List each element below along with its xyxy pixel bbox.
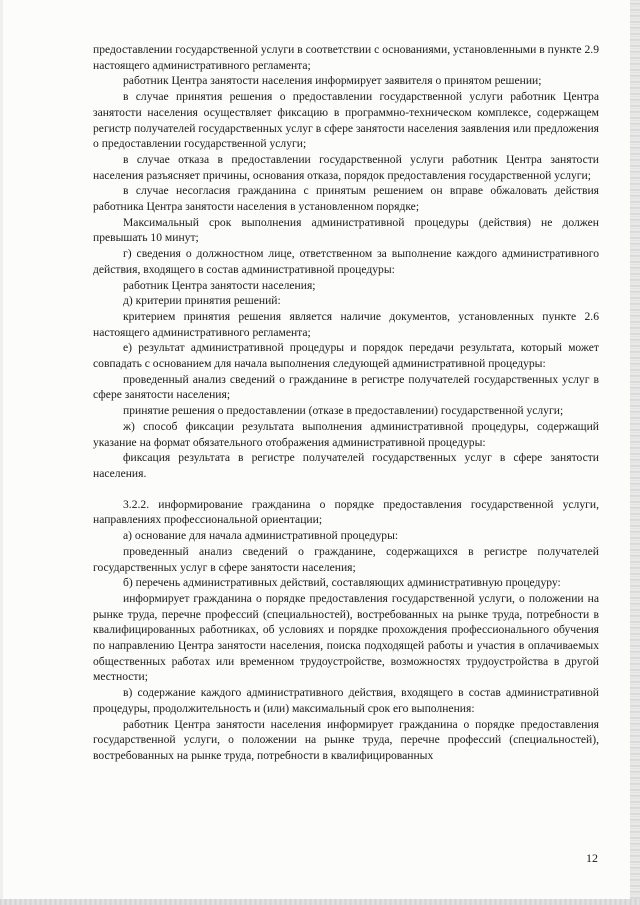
paragraph: в случае принятия решения о предоставлении государственной услуги работник Центра занятости населения осуществляет фиксацию в программно-техническом комплексе, содержащем регистр получателей государственных услуг в сфере занятости населения заявления или предложения о предоставлении государственной услуги;: [93, 90, 599, 151]
paragraph: предоставлении государственной услуги в соответствии с основаниями, установленными в пункте 2.9 настоящего административного регламента;: [93, 43, 599, 72]
paragraph: проведенный анализ сведений о гражданине в регистре получателей государственных услуг в сфере занятости населения;: [93, 372, 599, 402]
paragraph: принятие решения о предоставлении (отказе в предоставлении) государственной услуги;: [123, 404, 564, 418]
scan-edge-left: [0, 0, 3, 905]
paragraph: фиксация результата в регистре получателей государственных услуг в сфере занятости населения.: [93, 451, 599, 480]
paragraph: работник Центра занятости населения информирует гражданина о порядке предоставления государственной услуги, о положении на рынке труда, перечне профессий (специальностей), востребованных на рынке труда, потребности в квалифицированных: [93, 717, 599, 762]
paragraph: работник Центра занятости населения;: [123, 278, 316, 292]
paragraph: информирует гражданина о порядке предоставления государственной услуги, о положении на рынке труда, перечне профессий (специальностей), востребованных на рынке труда, потребности в квалифицированных работниках, об условиях и порядке прохождения профессионального обучения по направлению Центра занятости населения, поиска подходящей работы и участия в оплачиваемых общественных работах или временном трудоустройстве, возможностях трудоустройства в другой местности;: [93, 591, 599, 684]
paragraph: проведенный анализ сведений о гражданине, содержащихся в регистре получателей государственных услуг в сфере занятости населения;: [93, 544, 599, 574]
paragraph: в случае отказа в предоставлении государственной услуги работник Центра занятости населения разъясняет причины, основания отказа, порядок предоставления государственной услуги;: [93, 152, 599, 182]
paragraph: работник Центра занятости населения информирует заявителя о принятом решении;: [123, 74, 542, 88]
paragraph: б) перечень административных действий, составляющих административную процедуру:: [123, 576, 561, 590]
paragraph: в) содержание каждого административного действия, входящего в состав административной процедуры, продолжительность и (или) максимальный срок его выполнения:: [93, 686, 599, 715]
document-body: [93, 42, 599, 764]
paragraph: 3.2.2. информирование гражданина о порядке предоставления государственной услуги, направлениях профессиональной ориентации;: [93, 497, 599, 527]
paragraph: д) критерии принятия решений:: [123, 294, 281, 308]
scan-edge-bottom: [0, 899, 640, 905]
scan-edge-right: [630, 0, 640, 905]
paragraph: критерием принятия решения является наличие документов, установленных пункте 2.6 настоящего административного регламента;: [93, 309, 599, 339]
paragraph: Максимальный срок выполнения административной процедуры (действия) не должен превышать 10 минут;: [93, 215, 599, 245]
paragraph: ж) способ фиксации результата выполнения административной процедуры, содержащий указание на формат обязательного отображения административной процедуры:: [93, 419, 599, 449]
page-number: 12: [586, 851, 598, 865]
paragraph: а) основание для начала административной процедуры:: [123, 529, 399, 543]
paragraph: е) результат административной процедуры и порядок передачи результата, который может совпадать с основанием для начала выполнения следующей административной процедуры:: [93, 341, 599, 371]
paragraph: г) сведения о должностном лице, ответственном за выполнение каждого административного действия, входящего в состав административной процедуры:: [93, 247, 599, 276]
paragraph: в случае несогласия гражданина с принятым решением он вправе обжаловать действия работника Центра занятости населения в установленном порядке;: [93, 184, 599, 214]
